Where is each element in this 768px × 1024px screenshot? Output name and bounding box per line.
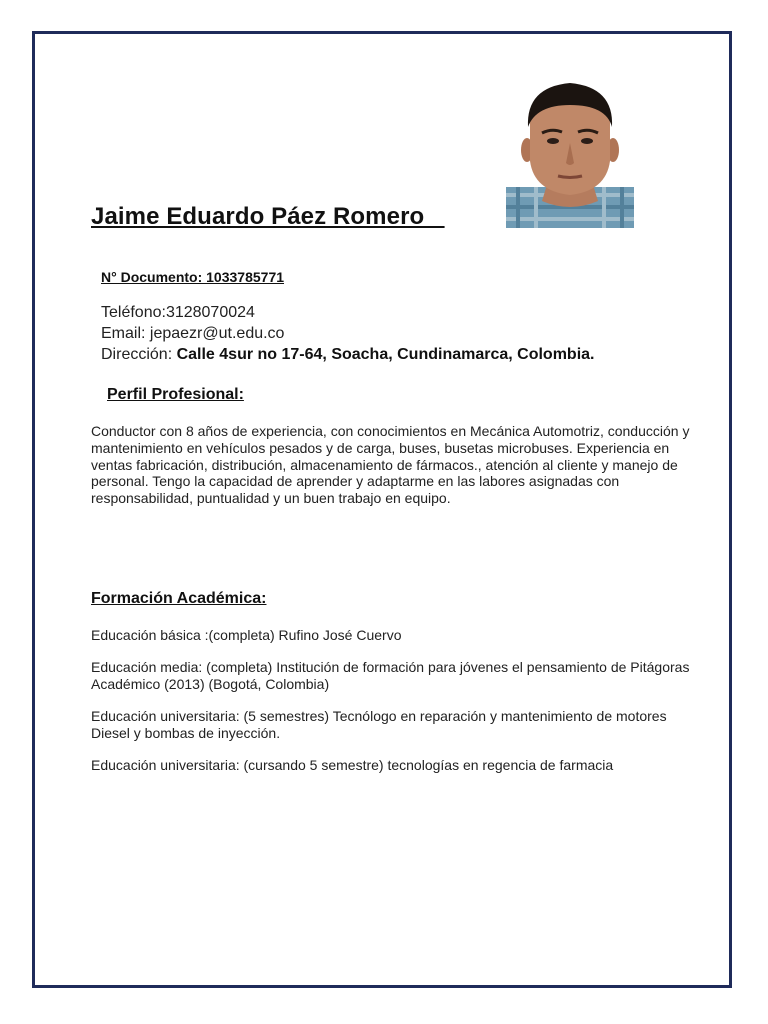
phone-label: Teléfono: (101, 304, 166, 321)
document-number: N° Documento: 1033785771 (101, 269, 285, 285)
profile-heading: Perfil Profesional: (107, 386, 244, 403)
education-item: Educación universitaria: (cursando 5 semestre) tecnologías en regencia de farmacia (91, 757, 614, 773)
email-label: Email: (101, 325, 150, 342)
email-line (101, 325, 284, 343)
profile-text: Conductor con 8 años de experiencia, con conocimientos en Mecánica Automotriz, conducción y mantenimiento en vehículos pesados y de carga, buses, busetas microbuses. Experiencia en ventas fabricación, distribución, almacenamiento de fármacos., atención al cliente y manejo de personal. Tengo la capacidad de aprender y adaptarme en las labores asignadas con responsabilidad, puntualidad y un buen trabajo en equipo. (91, 423, 690, 507)
phone-value: 3128070024 (165, 304, 255, 321)
education-item: Educación básica :(completa) Rufino José Cuervo (91, 627, 402, 643)
education-item: Educación media: (completa) Institución de formación para jóvenes el pensamiento de Pitágoras Académico (2013) (Bogotá, Colombia) (91, 659, 690, 692)
candidate-name: Jaime Eduardo Páez Romero (91, 203, 445, 230)
education-item: Educación universitaria: (5 semestres) Tecnólogo en reparación y mantenimiento de motores Diesel y bombas de inyección. (91, 708, 667, 741)
address-value: Calle 4sur no 17-64, Soacha, Cundinamarca, Colombia. (176, 346, 595, 363)
address-line (101, 346, 594, 364)
email-value: jepaezr@ut.edu.co (149, 325, 285, 342)
education-heading: Formación Académica: (91, 590, 267, 607)
avatar-photo-icon (506, 75, 634, 228)
address-label: Dirección: (101, 346, 177, 363)
phone-line (101, 304, 255, 322)
profile-photo (506, 75, 634, 228)
